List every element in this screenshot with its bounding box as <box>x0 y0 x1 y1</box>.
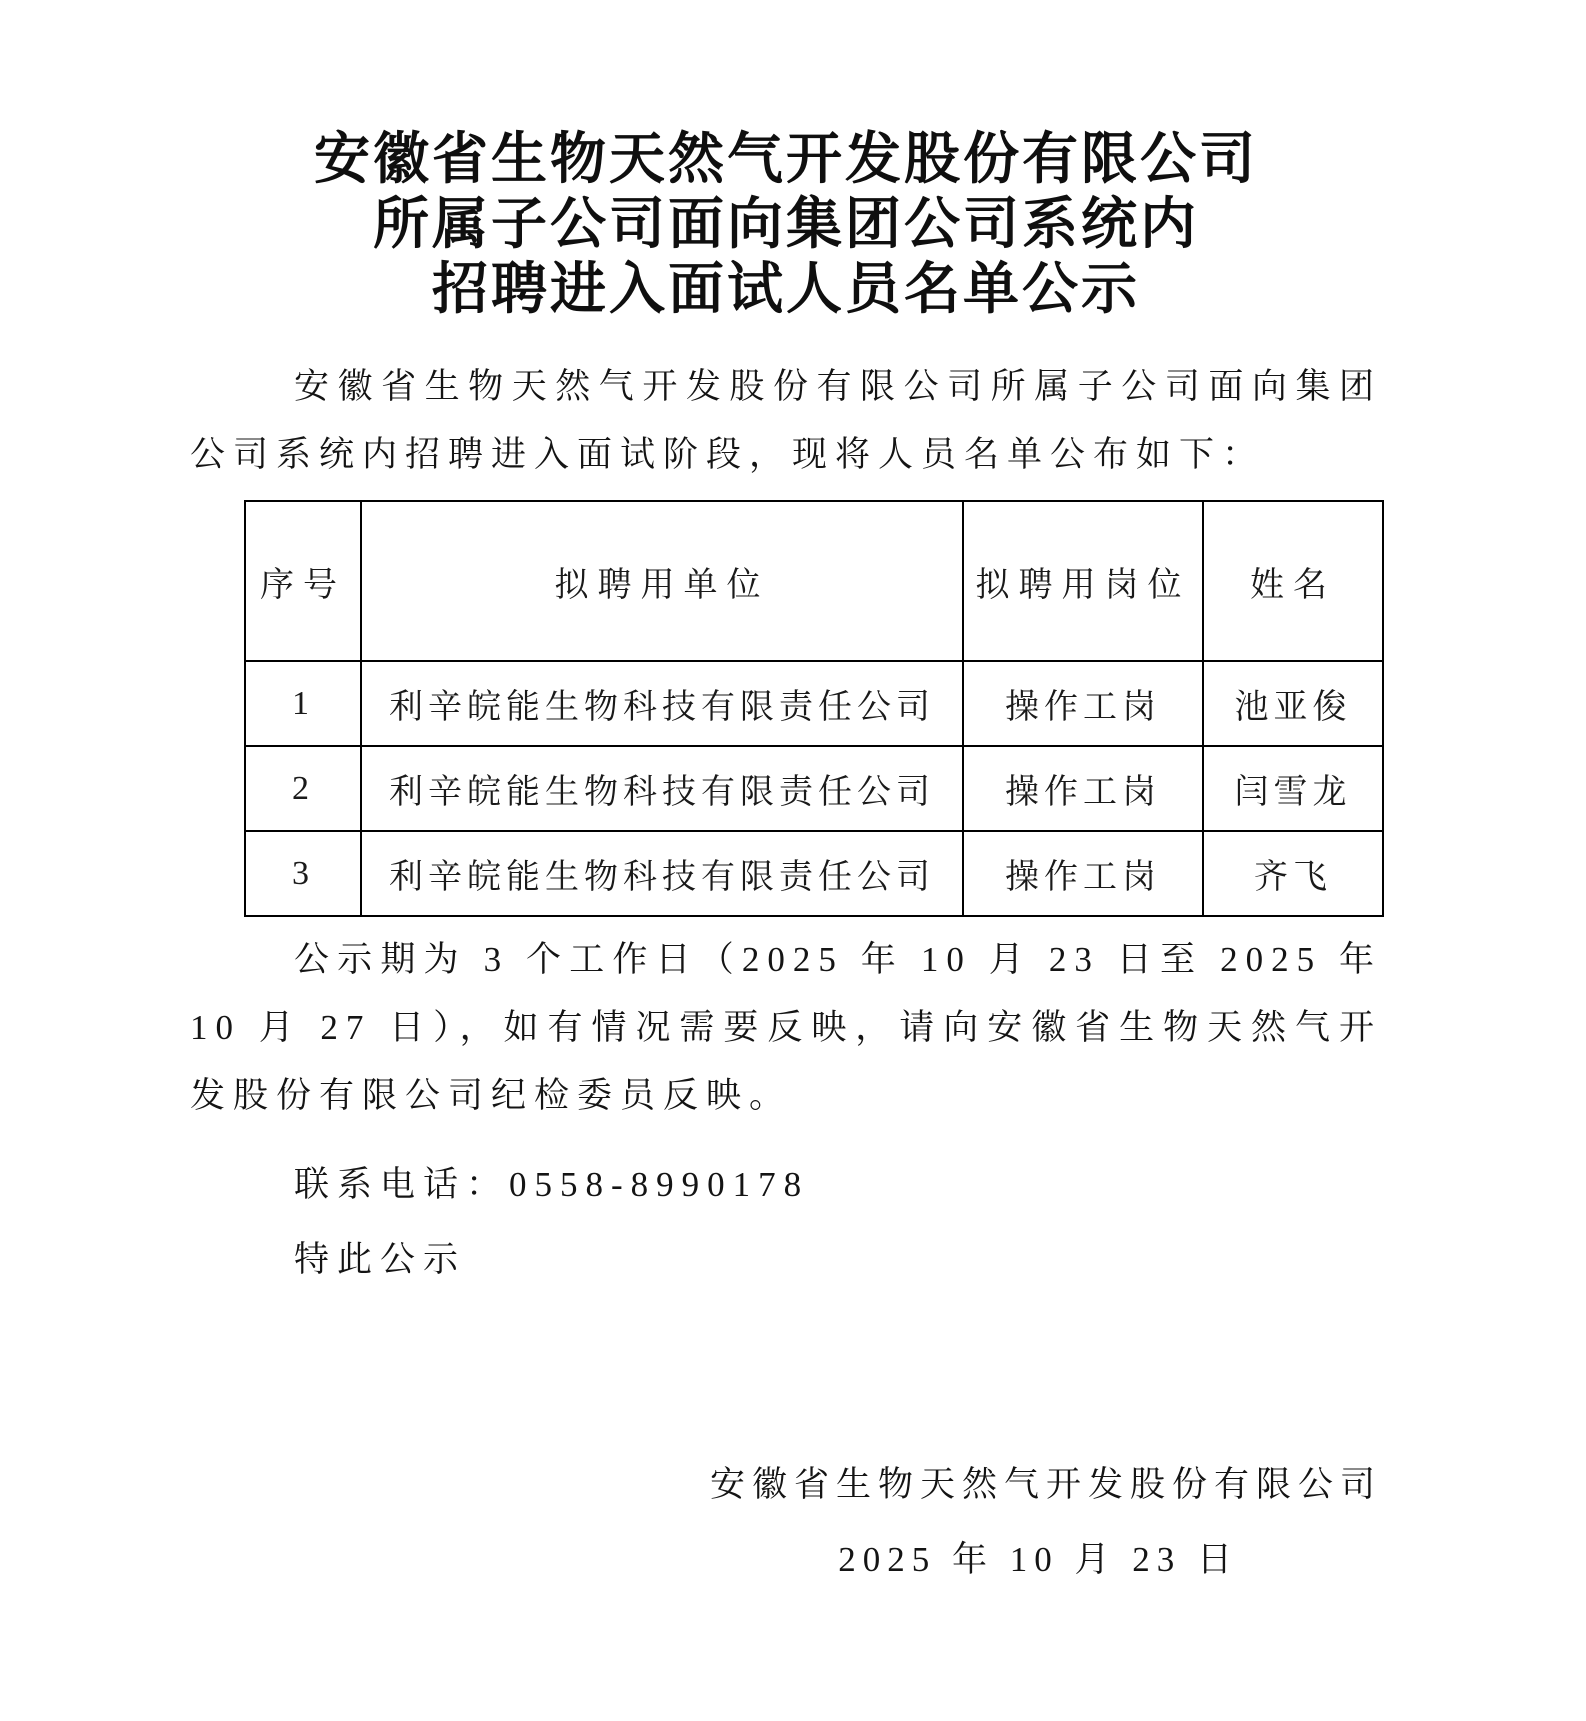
title-line-1: 安徽省生物天然气开发股份有限公司 <box>314 129 1258 191</box>
column-header-seq: 序号 <box>245 501 361 661</box>
cell-seq: 2 <box>245 746 361 831</box>
cell-position: 操作工岗 <box>963 831 1203 916</box>
table-row <box>245 831 1383 916</box>
cell-position: 操作工岗 <box>963 661 1203 746</box>
cell-unit: 利辛皖能生物科技有限责任公司 <box>361 661 963 746</box>
signature-company: 安徽省生物天然气开发股份有限公司 <box>709 1465 1382 1504</box>
cell-name: 池亚俊 <box>1203 661 1383 746</box>
cell-unit: 利辛皖能生物科技有限责任公司 <box>361 746 963 831</box>
title-line-3: 招聘进入面试人员名单公示 <box>432 259 1140 321</box>
cell-name: 齐飞 <box>1203 831 1383 916</box>
column-header-position: 拟聘用岗位 <box>963 501 1203 661</box>
cell-name: 闫雪龙 <box>1203 746 1383 831</box>
table-row <box>245 661 1383 746</box>
column-header-name: 姓名 <box>1203 501 1383 661</box>
cell-seq: 1 <box>245 661 361 746</box>
notice-paragraph: 公示期为 3 个工作日（2025 年 10 月 23 日至 2025 年 10 月 27 日），如有情况需要反映，请向安徽省生物天然气开发股份有限公司纪检委员反映。 <box>190 940 1382 1115</box>
interview-candidates-table <box>244 500 1384 917</box>
title-line-2: 所属子公司面向集团公司系统内 <box>373 194 1199 256</box>
column-header-unit: 拟聘用单位 <box>361 501 963 661</box>
table-header-row <box>245 501 1383 661</box>
closing-line: 特此公示 <box>294 1240 467 1279</box>
document-title <box>190 128 1382 323</box>
cell-unit: 利辛皖能生物科技有限责任公司 <box>361 831 963 916</box>
signature-date: 2025 年 10 月 23 日 <box>838 1540 1239 1579</box>
contact-phone-line: 联系电话：0558-8990178 <box>294 1165 810 1204</box>
cell-position: 操作工岗 <box>963 746 1203 831</box>
intro-paragraph: 安徽省生物天然气开发股份有限公司所属子公司面向集团公司系统内招聘进入面试阶段，现将人员名单公布如下： <box>190 367 1382 474</box>
table-row <box>245 746 1383 831</box>
cell-seq: 3 <box>245 831 361 916</box>
